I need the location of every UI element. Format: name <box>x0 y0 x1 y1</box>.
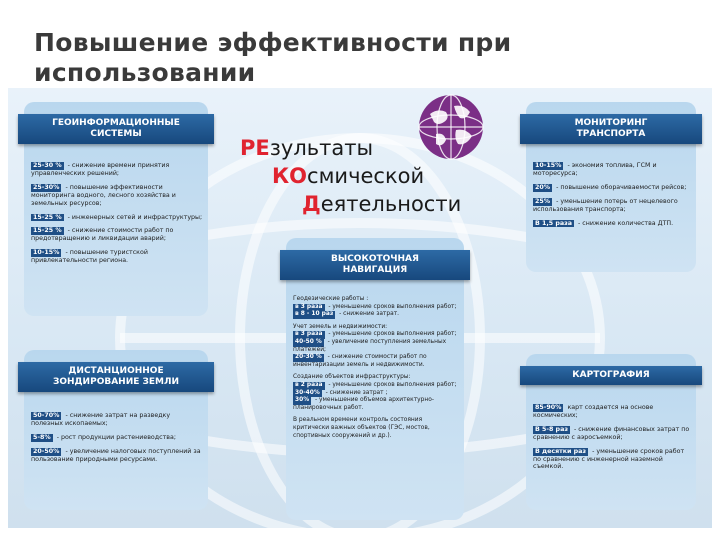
item-text: В реальном времени контроль состояния критически важных объектов (ГЭС, мостов, спортивных сооружений и др.). <box>293 417 430 439</box>
value-badge: В десятки раз <box>535 447 587 455</box>
value-badge: в 2 раза <box>295 381 323 388</box>
list-item <box>533 426 692 442</box>
section-heading: Создание объектов инфраструктуры: <box>293 374 411 381</box>
item-text: - снижение стоимости работ по предотвращению и ликвидации аварий; <box>31 227 174 243</box>
value-badge: 30% <box>295 397 310 404</box>
list-item <box>533 162 692 178</box>
item-text: - снижение затрат ; <box>323 389 388 396</box>
list-item <box>31 412 204 428</box>
value-badge: 10-15% <box>535 162 562 169</box>
value-badge: 5-8% <box>33 433 51 441</box>
value-badge: в 3 раза <box>295 303 323 310</box>
value-badge: 20% <box>535 183 551 191</box>
list-item <box>533 448 692 472</box>
nav-section-monitoring <box>293 417 460 440</box>
item-text: - увеличение поступления земельных платежей; <box>293 338 447 353</box>
value-badge: 15-25 % <box>33 227 62 235</box>
item-text: - уменьшение сроков выполнения работ; <box>326 303 457 310</box>
item-text: - снижение времени принятия управленческих решений; <box>31 162 170 177</box>
item-text: - инженерных сетей и инфраструктуры; <box>65 213 203 221</box>
value-badge: В 5-8 раз <box>535 425 568 433</box>
list-item <box>533 198 692 214</box>
item-text: - увеличение налоговых поступлений за пользование природными ресурсами. <box>31 447 201 463</box>
panel-header <box>280 250 470 280</box>
panel-header <box>18 114 214 144</box>
value-badge: в 3 раза <box>295 331 323 338</box>
item-text: - снижение количества ДТП. <box>576 219 674 227</box>
panel-title: МОНИТОРИНГ <box>574 118 648 128</box>
list-item <box>533 220 692 228</box>
item-text: - снижение стоимости работ по инвентаризации земель и недвижимости. <box>293 354 427 368</box>
item-text: карт создается на основе космических; <box>533 404 654 419</box>
value-badge: 30-40% <box>295 389 320 396</box>
panel-title: ЗОНДИРОВАНИЕ ЗЕМЛИ <box>52 377 180 387</box>
logo-line-2: КОсмической <box>272 164 425 188</box>
item-text: - уменьшение сроков выполнения работ; <box>326 381 457 388</box>
panel-remote-sensing <box>24 350 208 510</box>
value-badge: 40-50 % <box>295 338 322 345</box>
item-text: - снижение затрат. <box>337 311 400 318</box>
nav-section-geodesy <box>293 296 460 319</box>
value-badge: 25-30 % <box>33 162 62 169</box>
panel-title: НАВИГАЦИЯ <box>342 265 408 275</box>
section-heading: Геодезические работы : <box>293 296 369 302</box>
item-text: - снижение финансовых затрат по сравнению с аэросъемкой; <box>533 425 690 441</box>
item-text: - повышение туристской привлекательности региона. <box>31 249 148 265</box>
section-heading: Учет земель и недвижимости: <box>293 323 388 330</box>
results-logo <box>240 92 520 232</box>
value-badge: в 8 - 10 раз <box>295 311 334 318</box>
logo-line-3: Деятельности <box>302 192 462 216</box>
panel-title: ТРАНСПОРТА <box>576 129 646 139</box>
logo-line-1: РЕзультаты <box>240 136 374 160</box>
value-badge: 20-30 % <box>295 354 322 361</box>
panel-title: ДИСТАНЦИОННОЕ <box>68 366 164 376</box>
value-badge: 85-90% <box>535 404 562 411</box>
item-text: - рост продукции растениеводства; <box>54 433 176 441</box>
list-item <box>533 404 692 420</box>
item-text: - уменьшение объемов архитектурно-планировочных работ. <box>293 397 434 411</box>
panel-geoinformation-systems <box>24 102 208 316</box>
item-text: - повышение эффективности мониторинга водного, лесного хозяйства и земельных ресурсов; <box>31 183 176 207</box>
panel-title: ВЫСОКОТОЧНАЯ <box>331 254 419 264</box>
list-item <box>31 184 204 208</box>
value-badge: 25% <box>535 197 551 205</box>
list-item <box>31 227 204 243</box>
nav-section-land <box>293 324 460 370</box>
list-item <box>31 214 204 222</box>
panel-header <box>18 362 214 392</box>
value-badge: 25-30% <box>33 183 60 191</box>
panel-cartography <box>526 354 696 510</box>
panel-title: ГЕОИНФОРМАЦИОННЫЕ <box>52 118 180 128</box>
value-badge: 15-25 % <box>33 213 62 221</box>
value-badge: 10-15% <box>33 249 60 257</box>
list-item <box>31 249 204 265</box>
value-badge: В 1,5 раза <box>535 219 573 227</box>
globe-icon <box>416 92 486 162</box>
list-item <box>31 448 204 464</box>
value-badge: 20-50% <box>33 447 60 455</box>
panel-transport-monitoring <box>526 102 696 272</box>
item-text: - уменьшение сроков выполнения работ; <box>326 331 457 338</box>
list-item <box>31 434 204 442</box>
title-line-1: Повышение эффективности при использовании <box>34 28 512 87</box>
panel-header <box>520 366 702 385</box>
item-text: - уменьшение сроков работ по сравнению с инженерной наземной съемкой. <box>533 447 685 471</box>
panel-title: КАРТОГРАФИЯ <box>572 370 650 380</box>
nav-section-infrastructure <box>293 374 460 412</box>
value-badge: 50-70% <box>33 412 60 419</box>
item-text: - экономия топлива, ГСМ и моторесурса; <box>533 162 657 177</box>
panel-header <box>520 114 702 144</box>
panel-title: СИСТЕМЫ <box>90 129 142 139</box>
item-text: - уменьшение потерь от нецелевого использования транспорта; <box>533 197 678 213</box>
panel-high-precision-navigation <box>286 238 464 520</box>
item-text: - снижение затрат на разведку полезных ископаемых; <box>31 412 171 427</box>
item-text: - повышение оборачиваемости рейсов; <box>554 183 687 191</box>
list-item <box>31 162 204 178</box>
list-item <box>533 184 692 192</box>
